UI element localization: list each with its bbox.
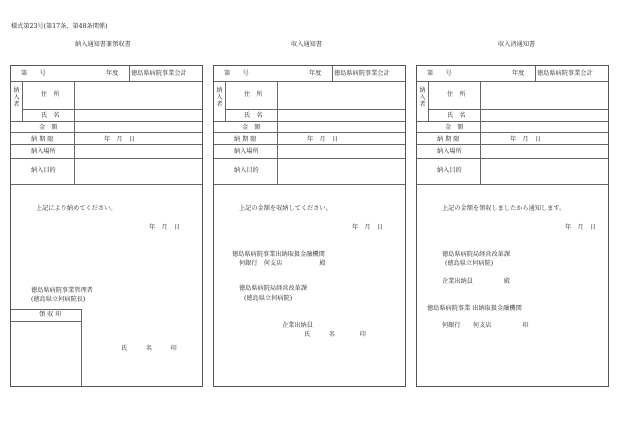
panel-1 [10,65,203,387]
panel-1-place-label: 納入場所 [31,148,56,155]
panel-1-amount-label: 金 額 [39,124,58,131]
panel-2-account: 徳島県病院事業会計 [334,70,390,77]
panel-3-name-label: 氏 名 [447,112,466,119]
panel-1-signature: 氏 名 印 [121,345,177,352]
panel-3-title: 収入済通知書 [498,41,536,48]
panel-3-message: 上記の金額を領収しましたから通知します。 [442,205,566,212]
panel-3-payer-label: 納入者 [419,87,426,108]
panel-2-bank-line1: 徳島県病院事業出納取扱金融機関 [232,251,325,258]
panel-2-issuer-line2: (徳島県立何病院) [244,295,293,302]
panel-1-receipt-stamp-label: 領 収 印 [39,311,62,318]
panel-3-address-label: 住 所 [447,91,466,98]
panel-2-issuer-line1: 徳島県病院局経営改革課 [239,285,308,292]
panel-2-payer-label: 納入者 [216,87,223,108]
panel-3-deadline-value: 年 月 日 [510,136,541,143]
panel-2-deadline-value: 年 月 日 [307,136,338,143]
panel-1-address-label: 住 所 [41,91,60,98]
panel-3-issuer-line1: 徳島県病院局経営改革課 [442,251,511,258]
panel-3-amount-label: 金 額 [445,124,464,131]
panel-1-title: 納入通知書兼領収書 [75,41,131,48]
panel-1-issuer-line2: (徳島県立何病院長) [31,296,86,303]
panel-2-address-label: 住 所 [244,91,263,98]
panel-1-payer-label: 納入者 [13,87,20,108]
panel-2-bank-line2: 何銀行 何支店 殿 [239,260,326,267]
panel-2-staff-line1: 企業出納員 [282,322,313,329]
panel-2-year-label: 年度 [309,70,322,77]
panel-3-account: 徳島県病院事業会計 [537,70,593,77]
panel-2-name-label: 氏 名 [244,112,263,119]
panel-1-deadline-value: 年 月 日 [104,136,135,143]
form-header: 様式第23号(第17条、第48条関係) [11,23,108,30]
panel-3-issuer-line2: (徳島県立何病院) [445,260,494,267]
panel-2-no-label: 第 号 [224,70,249,77]
panel-2-deadline-label: 納 期 限 [234,136,257,143]
panel-2-purpose-label: 納入目的 [234,167,259,174]
panel-1-message: 上記により納めてください。 [36,205,117,212]
panel-3-purpose-label: 納入目的 [437,167,462,174]
panel-2 [213,65,406,387]
panel-3-staff-line: 企業出納員 殿 [442,278,511,285]
panel-1-name-label: 氏 名 [41,112,60,119]
panel-1-deadline-label: 納 期 限 [31,136,54,143]
panel-3 [416,65,609,387]
panel-3-deadline-label: 納 期 限 [437,136,460,143]
panel-3-no-label: 第 号 [427,70,452,77]
panel-2-staff-line2: 氏 名 印 [304,331,366,338]
panel-1-account: 徳島県病院事業会計 [131,70,187,77]
panel-2-message: 上記の金額を収納してください。 [239,205,332,212]
panel-1-purpose-label: 納入目的 [31,167,56,174]
panel-2-date: 年 月 日 [352,224,383,231]
panel-1-date: 年 月 日 [149,224,180,231]
panel-1-year-label: 年度 [106,70,119,77]
panel-3-bank-line2: 何銀行 何支店 印 [442,322,529,329]
panel-3-year-label: 年度 [512,70,525,77]
panel-1-issuer-line1: 徳島県病院事業管理者 [31,287,93,294]
panel-2-title: 収入通知書 [291,41,322,48]
panel-2-place-label: 納入場所 [234,148,259,155]
panel-3-bank-line1: 徳島県病院事業 出納取扱金融機関 [427,305,522,312]
panel-3-date: 年 月 日 [565,224,596,231]
panel-3-place-label: 納入場所 [437,148,462,155]
panel-2-amount-label: 金 額 [242,124,261,131]
panel-1-no-label: 第 号 [21,70,46,77]
